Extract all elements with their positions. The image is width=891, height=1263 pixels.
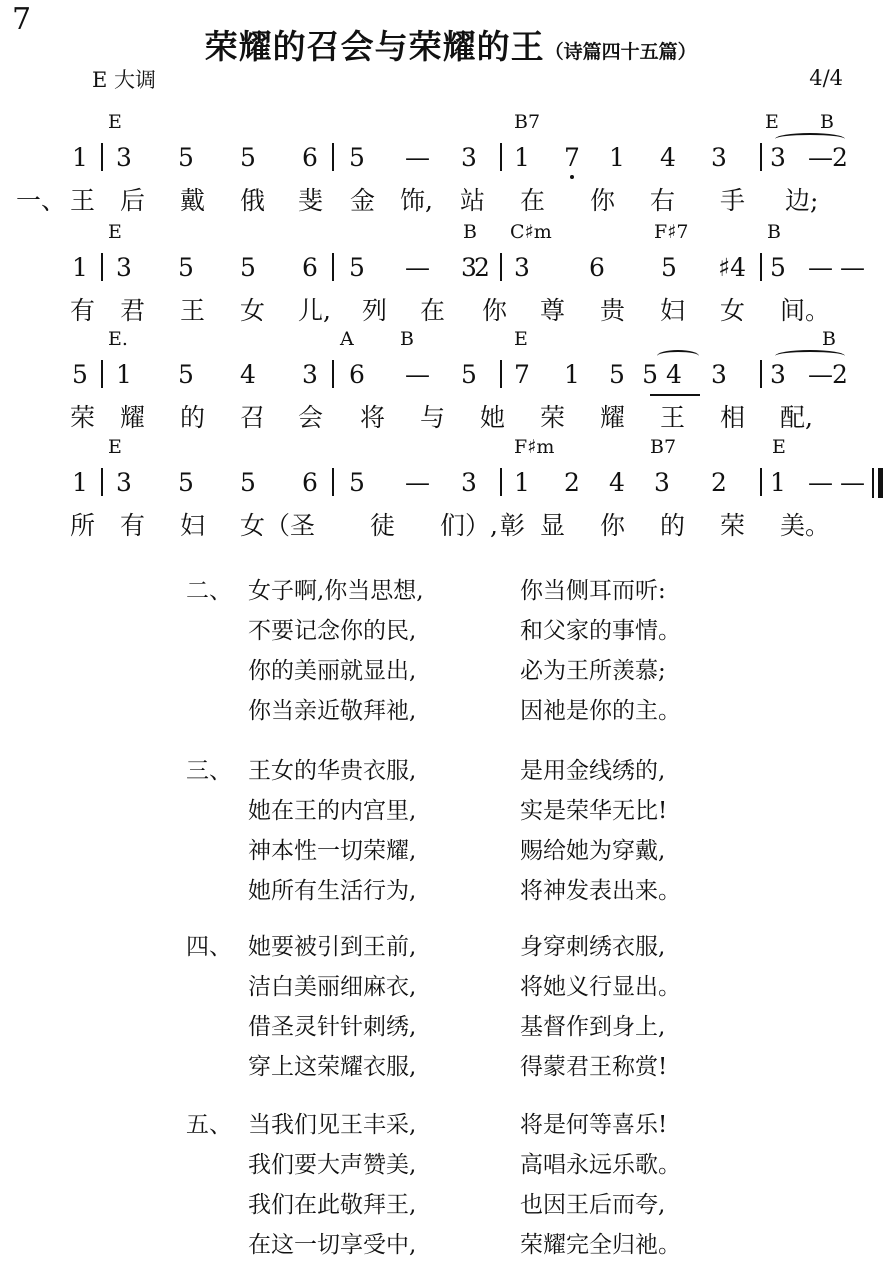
note: 3 bbox=[514, 253, 530, 282]
chord-symbol: B bbox=[822, 328, 836, 350]
note: 3 bbox=[770, 143, 786, 172]
verse-line: 她所有生活行为, bbox=[248, 878, 417, 904]
verse-line: 得蒙君王称赏! bbox=[520, 1054, 668, 1080]
chord-symbol: E bbox=[765, 111, 779, 133]
lyric-syllable: 王 bbox=[180, 296, 206, 325]
verse-number: 二、 bbox=[186, 578, 232, 604]
verse-line: 将神发表出来。 bbox=[520, 878, 681, 904]
note: 5 bbox=[349, 253, 365, 282]
lyric-syllable: 你 bbox=[482, 296, 508, 325]
note: 1 bbox=[72, 253, 88, 282]
verse-line: 和父家的事情。 bbox=[520, 618, 681, 644]
bar-line bbox=[101, 360, 103, 388]
verse-line: 实是荣华无比! bbox=[520, 798, 668, 824]
note: 6 bbox=[302, 253, 318, 282]
lyric-syllable: 手 bbox=[720, 186, 746, 215]
note: 3 bbox=[116, 468, 132, 497]
bar-line bbox=[760, 360, 762, 388]
lyric-syllable: 儿, bbox=[298, 296, 331, 325]
chord-symbol: B bbox=[767, 221, 781, 243]
note: 7 bbox=[514, 360, 530, 389]
bar-line bbox=[332, 143, 334, 171]
verse-line: 我们在此敬拜王, bbox=[248, 1192, 417, 1218]
lyric-syllable: 耀 bbox=[600, 403, 626, 432]
note: 5 bbox=[178, 143, 194, 172]
verse-line: 你的美丽就显出, bbox=[248, 658, 417, 684]
note: 6 bbox=[302, 143, 318, 172]
lyric-syllable: 所 bbox=[70, 511, 96, 540]
chord-symbol: B bbox=[820, 111, 834, 133]
verse-line: 穿上这荣耀衣服, bbox=[248, 1054, 417, 1080]
verse-line: 在这一切享受中, bbox=[248, 1232, 417, 1258]
verse-line: 神本性一切荣耀, bbox=[248, 838, 417, 864]
note: 7 bbox=[564, 143, 580, 172]
lyric-syllable: 有 bbox=[120, 511, 146, 540]
lyric-syllable: 相 bbox=[720, 403, 746, 432]
note: 5 bbox=[178, 468, 194, 497]
note: 5 bbox=[240, 253, 256, 282]
bar-line bbox=[500, 360, 502, 388]
verse-line: 借圣灵针针刺绣, bbox=[248, 1014, 417, 1040]
dash-note: — bbox=[840, 468, 865, 497]
bar-line bbox=[500, 253, 502, 281]
note: 2 bbox=[711, 468, 727, 497]
chord-symbol: B bbox=[463, 221, 477, 243]
staff-2 bbox=[0, 215, 891, 325]
chord-symbol: B7 bbox=[650, 436, 677, 458]
lyric-syllable: 贵 bbox=[600, 296, 626, 325]
bar-line bbox=[101, 468, 103, 496]
chord-symbol: E bbox=[514, 328, 528, 350]
lyric-syllable: 的 bbox=[660, 511, 686, 540]
note: ♯4 bbox=[717, 253, 746, 282]
verse-line: 你当亲近敬拜祂, bbox=[248, 698, 417, 724]
title-subtitle: （诗篇四十五篇） bbox=[544, 41, 697, 63]
note: 3 bbox=[116, 253, 132, 282]
bar-line bbox=[760, 468, 762, 496]
note: 5 4 bbox=[642, 360, 682, 389]
bar-line bbox=[760, 143, 762, 171]
bar-line bbox=[500, 468, 502, 496]
lyric-syllable: 会 bbox=[298, 403, 324, 432]
lyric-syllable: 徒 bbox=[370, 511, 396, 540]
verse-line: 赐给她为穿戴, bbox=[520, 838, 666, 864]
staff-3 bbox=[0, 322, 891, 432]
note: 1 bbox=[116, 360, 132, 389]
verse-number: 四、 bbox=[186, 934, 232, 960]
lyric-syllable: 显 bbox=[540, 511, 566, 540]
lyric-syllable: 女 bbox=[240, 296, 266, 325]
note: 3 bbox=[461, 468, 477, 497]
chord-symbol: E bbox=[108, 111, 122, 133]
verse-line: 女子啊,你当思想, bbox=[248, 578, 424, 604]
note: 5 bbox=[178, 253, 194, 282]
verse-line: 王女的华贵衣服, bbox=[248, 758, 417, 784]
note: 6 bbox=[349, 360, 365, 389]
chord-symbol: F♯7 bbox=[654, 221, 689, 243]
chord-symbol: E bbox=[108, 436, 122, 458]
bar-line bbox=[101, 143, 103, 171]
dash-note: — bbox=[808, 468, 833, 497]
verse-line: 她要被引到王前, bbox=[248, 934, 417, 960]
chord-symbol: B bbox=[400, 328, 414, 350]
note: 5 bbox=[178, 360, 194, 389]
verse-line: 基督作到身上, bbox=[520, 1014, 666, 1040]
staff-1 bbox=[0, 105, 891, 215]
lyric-syllable: 有 bbox=[70, 296, 96, 325]
lyric-syllable: 金 bbox=[350, 186, 376, 215]
chord-symbol: F♯m bbox=[514, 436, 555, 458]
chord-symbol: A bbox=[340, 328, 354, 350]
final-bar-line bbox=[872, 468, 883, 498]
lyric-syllable: 在 bbox=[420, 296, 446, 325]
note: 1 bbox=[72, 143, 88, 172]
lyric-syllable: 戴 bbox=[180, 186, 206, 215]
lyric-syllable: 耀 bbox=[120, 403, 146, 432]
note: 4 bbox=[240, 360, 256, 389]
note: 3 bbox=[770, 360, 786, 389]
bar-line bbox=[332, 468, 334, 496]
verse-line: 身穿刺绣衣服, bbox=[520, 934, 666, 960]
verse-line: 我们要大声赞美, bbox=[248, 1152, 417, 1178]
lyric-syllable: 俄 bbox=[240, 186, 266, 215]
lyric-syllable: 列 bbox=[362, 296, 388, 325]
lyric-syllable: 荣 bbox=[540, 403, 566, 432]
note: 1 bbox=[609, 143, 625, 172]
dash-note: — bbox=[405, 360, 430, 389]
lyric-syllable: 后 bbox=[120, 186, 146, 215]
bar-line bbox=[500, 143, 502, 171]
tie-arc bbox=[657, 350, 699, 362]
note: 2 bbox=[564, 468, 580, 497]
note: 6 bbox=[302, 468, 318, 497]
lyric-syllable: 妇 bbox=[180, 511, 206, 540]
lyric-syllable: 站 bbox=[460, 186, 486, 215]
lyric-syllable: 荣 bbox=[720, 511, 746, 540]
verse-line: 是用金线绣的, bbox=[520, 758, 666, 784]
lyric-syllable: 君 bbox=[120, 296, 146, 325]
chord-symbol: B7 bbox=[514, 111, 541, 133]
note: 2 bbox=[474, 253, 490, 282]
lyric-syllable: 在 bbox=[520, 186, 546, 215]
note: 3 bbox=[302, 360, 318, 389]
note: 4 bbox=[609, 468, 625, 497]
note: 5 bbox=[240, 143, 256, 172]
lyric-syllable: 美。 bbox=[780, 511, 831, 540]
lyric-syllable: 王 bbox=[660, 403, 686, 432]
note: 4 bbox=[660, 143, 676, 172]
note: 2 bbox=[832, 143, 848, 172]
verse-line: 洁白美丽细麻衣, bbox=[248, 974, 417, 1000]
chord-symbol: C♯m bbox=[510, 221, 552, 243]
verse-line: 荣耀完全归祂。 bbox=[520, 1232, 681, 1258]
note: 1 bbox=[72, 468, 88, 497]
tie-arc bbox=[775, 133, 845, 145]
note: 5 bbox=[609, 360, 625, 389]
key-signature: E 大调 bbox=[92, 68, 157, 92]
lyric-syllable: 妇 bbox=[660, 296, 686, 325]
note: 1 bbox=[564, 360, 580, 389]
lyric-syllable: 边; bbox=[785, 186, 819, 215]
verse-number: 三、 bbox=[186, 758, 232, 784]
lyric-syllable: 尊 bbox=[540, 296, 566, 325]
dash-note: — bbox=[808, 143, 833, 172]
verse-line: 她在王的内宫里, bbox=[248, 798, 417, 824]
time-signature: 4/4 bbox=[809, 66, 843, 90]
note: 5 bbox=[349, 468, 365, 497]
lyric-syllable: 召 bbox=[240, 403, 266, 432]
verse-line: 因祂是你的主。 bbox=[520, 698, 681, 724]
note: 1 bbox=[514, 143, 530, 172]
lyric-syllable: 们）, bbox=[440, 511, 498, 540]
chord-symbol: E. bbox=[108, 328, 128, 350]
bar-line bbox=[332, 360, 334, 388]
verse-line: 将她义行显出。 bbox=[520, 974, 681, 1000]
lower-octave-dot bbox=[570, 175, 574, 179]
verse-line: 你当侧耳而听: bbox=[520, 578, 666, 604]
bar-line bbox=[101, 253, 103, 281]
verse-line: 将是何等喜乐! bbox=[520, 1112, 668, 1138]
note: 3 bbox=[711, 143, 727, 172]
staff-4 bbox=[0, 430, 891, 540]
title-main: 荣耀的召会与荣耀的王 bbox=[204, 27, 545, 66]
dash-note: — bbox=[840, 253, 865, 282]
verse-number: 五、 bbox=[186, 1112, 232, 1138]
lyric-syllable: 王 bbox=[70, 186, 96, 215]
lyric-syllable: 配, bbox=[780, 403, 813, 432]
lyric-syllable: 女 bbox=[720, 296, 746, 325]
chord-symbol: E bbox=[108, 221, 122, 243]
note: 5 bbox=[661, 253, 677, 282]
verse-line: 必为王所羡慕; bbox=[520, 658, 666, 684]
lyric-syllable: 你 bbox=[590, 186, 616, 215]
chord-symbol: E bbox=[772, 436, 786, 458]
note: 6 bbox=[589, 253, 605, 282]
note: 5 bbox=[349, 143, 365, 172]
verse-line: 不要记念你的民, bbox=[248, 618, 417, 644]
lyric-syllable: 间。 bbox=[780, 296, 831, 325]
eighth-note-beam bbox=[650, 394, 700, 396]
dash-note: — bbox=[405, 143, 430, 172]
dash-note: — bbox=[405, 253, 430, 282]
hymn-title bbox=[0, 2, 891, 68]
tie-arc bbox=[775, 350, 845, 362]
lyric-syllable: 女（圣 bbox=[240, 511, 316, 540]
note: 3 bbox=[461, 143, 477, 172]
lyric-syllable: 的 bbox=[180, 403, 206, 432]
note: 3 bbox=[654, 468, 670, 497]
lyric-syllable: 右 bbox=[650, 186, 676, 215]
dash-note: — bbox=[405, 468, 430, 497]
note: 3 bbox=[116, 143, 132, 172]
bar-line bbox=[760, 253, 762, 281]
verse-line: 也因王后而夸, bbox=[520, 1192, 666, 1218]
lyric-syllable: 将 bbox=[360, 403, 386, 432]
verse-line: 当我们见王丰采, bbox=[248, 1112, 417, 1138]
hymn-number: 7 bbox=[12, 2, 32, 37]
note: 1 bbox=[770, 468, 786, 497]
dash-note: — bbox=[808, 360, 833, 389]
lyric-syllable: 你 bbox=[600, 511, 626, 540]
lyric-syllable: 荣 bbox=[70, 403, 96, 432]
note: 5 bbox=[240, 468, 256, 497]
lyric-syllable: 饰, bbox=[400, 186, 433, 215]
lyric-syllable: 彰 bbox=[500, 511, 526, 540]
note: 5 bbox=[72, 360, 88, 389]
note: 5 bbox=[461, 360, 477, 389]
note: 5 bbox=[770, 253, 786, 282]
verse-line: 高唱永远乐歌。 bbox=[520, 1152, 681, 1178]
note: 2 bbox=[832, 360, 848, 389]
note: 3 bbox=[711, 360, 727, 389]
lyric-syllable: 斐 bbox=[298, 186, 324, 215]
dash-note: — bbox=[808, 253, 833, 282]
note: 1 bbox=[514, 468, 530, 497]
lyric-syllable: 一、 bbox=[16, 186, 67, 215]
lyric-syllable: 与 bbox=[420, 403, 446, 432]
note: 3 bbox=[461, 253, 477, 282]
bar-line bbox=[332, 253, 334, 281]
lyric-syllable: 她 bbox=[480, 403, 506, 432]
